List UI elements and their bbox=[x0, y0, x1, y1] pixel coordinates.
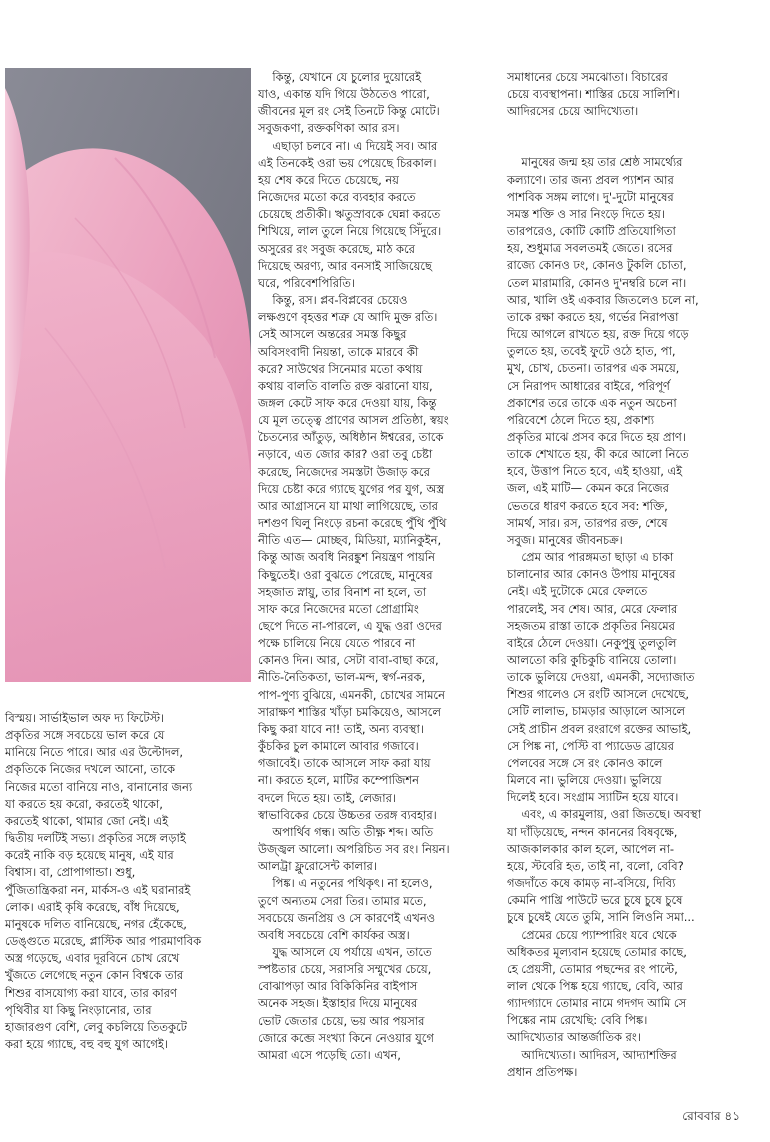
text-line: হয়ে, স্টবেরি হত, তাই না, বলো, বেবি? bbox=[507, 858, 684, 873]
text-line: কোনও দিন। আর, সেটা বাবা-বাছা করে, bbox=[258, 653, 439, 668]
text-line: সহজাত স্নায়ু, তার বিনাশ না হলে, তা bbox=[258, 584, 426, 599]
text-line: রাজ্যে কোনও ঢং, কোনও টুকলি চোতা, bbox=[507, 258, 687, 273]
text-line: সমাধানের চেয়ে সমঝোতা। বিচারের bbox=[507, 70, 668, 84]
text-line: ডেঙ্গুতে মরেছে, প্লাস্টিক আর পারমাণবিক bbox=[5, 934, 202, 949]
text-line: আদিরসের চেয়ে আদিখ্যেতা। bbox=[507, 104, 639, 119]
text-line: নেই। এই দুটোকে মেরে ফেলতে bbox=[507, 584, 648, 599]
text-line: কুঁচকির চুল কামালে আবার গজাবে। bbox=[258, 739, 419, 754]
text-line: করেই নাকি বড় হয়েছে মানুষ, এই যার bbox=[5, 848, 174, 863]
text-line: যা দাঁড়িয়েছে, নন্দন কাননের বিষবৃক্ষে, bbox=[507, 824, 678, 839]
text-line: দিয়ে আগলে রাখতে হয়, রক্ত দিয়ে গড়ে bbox=[507, 327, 689, 342]
text-line: নীতি এত— মোচ্ছব, মিডিয়া, ম্যানিকুইন, bbox=[258, 533, 442, 548]
text-line: পিঙ্ক। এ নতুনের পথিকৃৎ। না হলেও, bbox=[258, 876, 433, 891]
text-line: জল, এই মাটি— কেমন করে নিজের bbox=[507, 481, 669, 496]
text-line: কিন্তু, যেখানে যে চুলোর দুয়োরেই bbox=[258, 70, 422, 84]
text-line: জোরে কব্জে সংখ্যা কিনে নেওয়ার যুগে bbox=[258, 1030, 434, 1045]
text-line: কিন্তু আজ অবধি নিরঙ্কুশ নিয়ন্ত্রণ পায়নি bbox=[258, 550, 435, 565]
text-line: নীতি-নৈতিকতা, ভাল-মন্দ, স্বর্গ-নরক, bbox=[258, 670, 426, 685]
text-line: প্রেমের চেয়ে প্যাম্পারিং যবে থেকে bbox=[507, 927, 677, 942]
text-line: পক্ষে চালিয়ে নিয়ে যেতে পারবে না bbox=[258, 636, 416, 651]
text-line: প্রধান প্রতিপক্ষ। bbox=[507, 1064, 578, 1079]
text-line: কিছু করা যাবে না! তাই, অন্য ব্যবস্থা। bbox=[258, 721, 424, 736]
article-column-1 bbox=[5, 710, 255, 1053]
text-line: তাকে শেখাতে হয়, কী করে আলো নিতে bbox=[507, 447, 689, 462]
text-line: তাকে রক্ষা করতে হয়, গর্ভের নিরাপত্তা bbox=[507, 309, 679, 324]
text-line: কল্যাণে। তার জন্য প্রবল প্যাশন আর bbox=[507, 172, 674, 187]
text-line: নিজেদের মতো করে ব্যবহার করতে bbox=[258, 190, 416, 205]
text-line: যা করতে হয় করো, করতেই থাকো, bbox=[5, 796, 163, 811]
text-line: তাকে ভুলিয়ে দেওয়া, এমনকী, সদ্যোজাত bbox=[507, 670, 695, 685]
lotus-petal-photo bbox=[5, 68, 251, 682]
text-line: অপার্থিব গন্ধ। অতি তীক্ষ্ণ শব্দ। অতি bbox=[258, 824, 434, 839]
paragraph-gap bbox=[507, 120, 757, 137]
text-line: যে মূল তত্ত্বে প্রাণের আসল প্রতিষ্ঠা, স্বয়ং bbox=[258, 413, 449, 428]
text-line: হয় শেষ করে দিতে চেয়েছে, নয় bbox=[258, 172, 399, 187]
text-line: প্রকাশের তরে তাকে এক নতুন অচেনা bbox=[507, 395, 677, 410]
text-line: প্রকৃতির সঙ্গে সবচেয়ে ভাল করে যে bbox=[5, 728, 165, 743]
text-line: সাফ করে নিজেদের মতো প্রোগ্রামিং bbox=[258, 601, 419, 616]
text-line: আলট্রা ফ্লুরোসেন্ট কালার। bbox=[258, 859, 377, 874]
text-line: দিয়ে চেষ্টা করে গ্যাছে যুগের পর যুগ, অস্ত্র bbox=[258, 481, 445, 496]
text-line: অনেক সহজ। ইস্তাহার দিয়ে মানুষের bbox=[258, 996, 418, 1011]
text-line: সেই আসলে অন্তরের সমস্ত কিছুর bbox=[258, 327, 407, 342]
text-line: কথায় বালতি বালতি রক্ত ঝরানো যায়, bbox=[258, 378, 433, 393]
text-line: শিখিয়ে, লাল তুলে নিয়ে গিয়েছে সিঁদুরে। bbox=[258, 224, 442, 239]
text-line: আলতো করি কুচিকুচি বানিয়ে তোলা। bbox=[507, 653, 677, 667]
text-line: সহজতম রাস্তা তাকে প্রকৃতির নিয়মের bbox=[507, 618, 675, 633]
text-line: চালানোর আর কোনও উপায় মানুষের bbox=[507, 567, 676, 582]
text-line: হবে, উত্তাপ নিতে হবে, এই হাওয়া, এই bbox=[507, 464, 683, 479]
text-line: চেয়েছে প্রতীকী। ঋতুস্রাবকে ঘেন্না করতে bbox=[258, 207, 441, 222]
text-line: এছাড়া চলবে না। এ দিয়েই সব। আর bbox=[258, 138, 438, 153]
text-line: প্রকৃতিকে নিজের দখলে আনো, তাকে bbox=[5, 762, 176, 777]
text-line: অবিসংবাদী নিয়ন্তা, তাকে মারবে কী bbox=[258, 344, 419, 359]
text-line: বিশ্বাস। বা, প্রোপাগান্ডা। শুধু, bbox=[5, 865, 136, 880]
text-line: দশগুণ ঘিলু নিংড়ে রচনা করেছে পুঁথি পুঁথি bbox=[258, 516, 447, 531]
text-line: পিঙ্কের নাম রেখেছি: বেবি পিঙ্ক। bbox=[507, 1013, 648, 1028]
text-line: যাও, একান্ত যদি গিয়ে উঠতেও পারো, bbox=[258, 87, 430, 102]
text-line: লোক। এরাই কৃষি করেছে, বাঁধ দিয়েছে, bbox=[5, 899, 180, 914]
text-line: বাইরে ঠেলে দেওয়া। নেকুপুষু তুলতুলি bbox=[507, 635, 677, 650]
text-line: এবং, এ কারমুলায়, ওরা জিতছে। অবস্থা bbox=[507, 807, 701, 822]
text-line: পেলবের সঙ্গে সে রং কোনও কালে bbox=[507, 755, 663, 770]
text-line: চুষে চুষেই যেতে তুমি, সানি লিওনি সমা... bbox=[507, 910, 695, 925]
text-line: করেছে, নিজেদের সমস্তটা উজাড় করে bbox=[258, 464, 430, 479]
text-line: বদলে দিতে হয়। তাই, লেজার। bbox=[258, 790, 396, 805]
text-line: করতেই থাকো, থামার জো নেই। এই bbox=[5, 813, 169, 828]
text-line: কেমনি পাখ্রি পাউটে ভরে চুষে চুষে চুষে bbox=[507, 893, 683, 908]
text-line: সেটি লালাভ, চামড়ার আড়ালে আসলে bbox=[507, 704, 686, 719]
paragraph-gap bbox=[507, 137, 757, 154]
text-line: ভোট জেতার চেয়ে, ভয় আর পয়সার bbox=[258, 1013, 425, 1028]
text-line: হয়, শুধুমাত্র সবলতমই জেতে। রসের bbox=[507, 241, 673, 256]
text-line: সবচেয়ে জনপ্রিয় ও সে কারণেই এখনও bbox=[258, 910, 436, 925]
text-line: উজ্জ্বল আলো। অপরিচিত সব রং। নিয়ন। bbox=[258, 842, 450, 857]
text-line: সে পিঙ্ক না, পেস্টি বা প্যাডেড ব্রায়ের bbox=[507, 738, 674, 753]
text-line: মানিয়ে নিতে পারে। আর এর উল্টোদল, bbox=[5, 745, 183, 760]
text-line: খুঁজতে লেগেছে নতুন কোন বিশ্বকে তার bbox=[5, 968, 184, 983]
text-line: সে নিরাপদ আধারের বাইরে, পরিপূর্ণ bbox=[507, 378, 670, 393]
text-line: পুঁজিতান্ত্রিকরা নন, মার্কস-ও এই ঘরানারই bbox=[5, 882, 191, 897]
text-line: মানুষের জন্ম হয় তার শ্রেষ্ঠ সামর্থ্যের bbox=[507, 155, 683, 170]
text-line: প্রকৃতির মাঝে প্রসব করে দিতে হয় প্রাণ। bbox=[507, 429, 686, 444]
text-line: কিছুতেই। ওরা বুঝতে পেরেছে, মানুষের bbox=[258, 567, 433, 582]
text-line: আদিখ্যেতার আন্তর্জাতিক রং। bbox=[507, 1030, 641, 1045]
text-line: নিজের মতো বানিয়ে নাও, বানানোর জন্য bbox=[5, 779, 193, 794]
text-line: সারাক্ষণ শাস্তির খাঁড়া চমকিয়েও, আসলে bbox=[258, 704, 441, 719]
text-line: করা হয়ে গ্যাছে, বহু বহু যুগ আগেই। bbox=[5, 1036, 168, 1051]
text-line: পৃথিবীর যা কিছু নিংড়ানোর, তার bbox=[5, 1002, 152, 1017]
text-line: মানুষকে দলিত বানিয়েছে, নগর হেঁকেছে, bbox=[5, 916, 187, 931]
text-line: অধিকতর মূল্যবান হয়েছে তোমার কাছে, bbox=[507, 944, 687, 959]
text-line: পাপ-পুণ্য বুঝিয়ে, এমনকী, চোখের সামনে bbox=[258, 687, 445, 702]
text-line: স্বাভাবিকের চেয়ে উচ্চতর তরঙ্গ ব্যবহার। bbox=[258, 807, 437, 822]
text-line: আর আগ্রাসনে যা মাথা লাগিয়েছে, তার bbox=[258, 498, 438, 513]
text-line: ঘরে, পরিবেশপিরিতি। bbox=[258, 275, 355, 290]
text-line: প্রেম আর পারঙ্গমতা ছাড়া এ চাকা bbox=[507, 550, 674, 565]
text-line: অসুরের রং সবুজ করেছে, মাঠ করে bbox=[258, 241, 415, 256]
text-line: স্পষ্টতার চেয়ে, সরাসরি সম্মুখের চেয়ে, bbox=[258, 962, 432, 977]
text-line: হাজারগুণ বেশি, লেবু কচলিয়ে তিতকুটে bbox=[5, 1019, 187, 1034]
text-line: সমস্ত শক্তি ও সার নিংড়ে দিতে হয়। bbox=[507, 206, 665, 221]
text-line: বোঝাপড়া আর বিকিকিনির বাইপাস bbox=[258, 979, 418, 994]
text-line: না। করতে হলে, মাটির কম্পোজিশন bbox=[258, 773, 419, 788]
text-line: গ্যাদগ্যাদে তোমার নামে গদগদ আমি সে bbox=[507, 996, 687, 1011]
text-line: নড়াবে, এত জোর কার? ওরা তবু চেষ্টা bbox=[258, 447, 433, 462]
text-line: দিলেই হবে। সংগ্রাম স্যাটিন হয়ে যাবে। bbox=[507, 790, 679, 805]
text-line: সেই প্রাচীন প্রবল রংরাগে রক্তের আভাই, bbox=[507, 721, 692, 736]
text-line: অবধি সবচেয়ে বেশি কার্যকর অস্ত্র। bbox=[258, 927, 410, 942]
text-line: ছেপে দিতে না-পারলে, এ যুদ্ধ ওরা ওদের bbox=[258, 619, 442, 633]
text-line: আদিখ্যেতা। আদিরস, আদ্যাশক্তির bbox=[507, 1047, 677, 1062]
text-line: তুণে অন্যতম সেরা তির। তামার মতে, bbox=[258, 893, 427, 908]
text-line: মিলবে না। ভুলিয়ে দেওয়া। ভুলিয়ে bbox=[507, 773, 662, 788]
text-line: দিয়েছে অরণ্য, আর বনসাই সাজিয়েছে bbox=[258, 258, 432, 273]
text-line: সামর্থ, সার। রস, তারপর রক্ত, শেষে bbox=[507, 515, 668, 530]
text-line: দ্বিতীয় দলটিই সভ্য। প্রকৃতির সঙ্গে লড়াই bbox=[5, 831, 186, 846]
text-line: জঙ্গল কেটে সাফ করে দেওয়া যায়, কিন্তু bbox=[258, 395, 437, 410]
text-line: যুদ্ধ আসলে যে পর্যায়ে এখন, তাতে bbox=[258, 944, 432, 959]
text-line: গজদাঁতে কষে কামড় না-বসিয়ে, দিব্যি bbox=[507, 876, 676, 891]
text-line: ভেতরে ধারণ করতে হবে সব: শক্তি, bbox=[507, 498, 668, 513]
text-line: লক্ষগুণে বৃহত্তর শত্রু যে আদি মুক্ত রতি। bbox=[258, 310, 438, 325]
text-line: পারলেই, সব শেষ। আর, মেরে ফেলার bbox=[507, 601, 678, 616]
article-column-3 bbox=[507, 69, 757, 1081]
text-line: পাশবিক সঙ্গম লাগে। দু'-দুটো মানুষের bbox=[507, 189, 674, 204]
text-line: সবুজকণা, রক্তকণিকা আর রস। bbox=[258, 121, 400, 136]
text-line: আজকালকার কাল হলে, আপেল না- bbox=[507, 841, 674, 856]
article-column-2 bbox=[258, 69, 503, 1064]
text-line: তেল মারামারি, কোনও দু'নম্বরি চলে না। bbox=[507, 275, 687, 290]
text-line: আর, খালি ওই একবার জিতলেও চলে না, bbox=[507, 292, 699, 307]
text-line: সবুজ। মানুষের জীবনচক্র। bbox=[507, 532, 623, 547]
text-line: গজাবেই। তাকে আসলে সাফ করা যায় bbox=[258, 756, 431, 771]
text-line: কিন্তু, রস। প্লব-বিপ্লবের চেয়েও bbox=[258, 293, 408, 308]
text-line: এই তিনকেই ওরা ভয় পেয়েছে চিরকাল। bbox=[258, 155, 437, 170]
text-line: লাল থেকে পিঙ্ক হয়ে গ্যাছে, বেবি, আর bbox=[507, 978, 683, 993]
text-line: হে প্রেয়সী, তোমার পছন্দের রং পাল্টে, bbox=[507, 961, 678, 976]
text-line: শিশুর বাসযোগ্য করা যাবে, তার কারণ bbox=[5, 985, 177, 1000]
text-line: শিশুর গালেও সে রংটি আসলে দেখেছে, bbox=[507, 687, 689, 702]
text-line: তারপরেও, কোটি কোটি প্রতিযোগিতা bbox=[507, 224, 676, 239]
text-line: পরিবেশে ঠেলে দিতে হয়, প্রকাশ্য bbox=[507, 412, 655, 427]
text-line: চৈতন্যের আঁতুড়, অধিষ্ঠান ঈশ্বরের, তাকে bbox=[258, 430, 444, 445]
text-line: মুখ, চোখ, চেতনা। তারপর এক সময়ে, bbox=[507, 361, 680, 376]
text-line: জীবনের মূল রং সেই তিনটে কিন্তু মোটে। bbox=[258, 104, 440, 119]
page-footer-label: রোববার ৪১ bbox=[682, 1109, 740, 1123]
text-line: করে? সাউথের সিনেমার মতো কথায় bbox=[258, 361, 423, 376]
text-line: বিস্ময়। সার্ভাইভাল অফ দ্য ফিটেস্ট। bbox=[5, 711, 165, 725]
text-line: অস্ত্র গড়েছে, এবার দূরবিনে চোখ রেখে bbox=[5, 951, 180, 966]
text-line: চেয়ে ব্যবস্থাপনা। শাস্তির চেয়ে সালিশি। bbox=[507, 87, 680, 102]
text-line: তুলতে হয়, তবেই ফুটে ওঠে হাত, পা, bbox=[507, 344, 676, 359]
text-line: আমরা এসে পড়েছি তো। এখন, bbox=[258, 1047, 401, 1062]
